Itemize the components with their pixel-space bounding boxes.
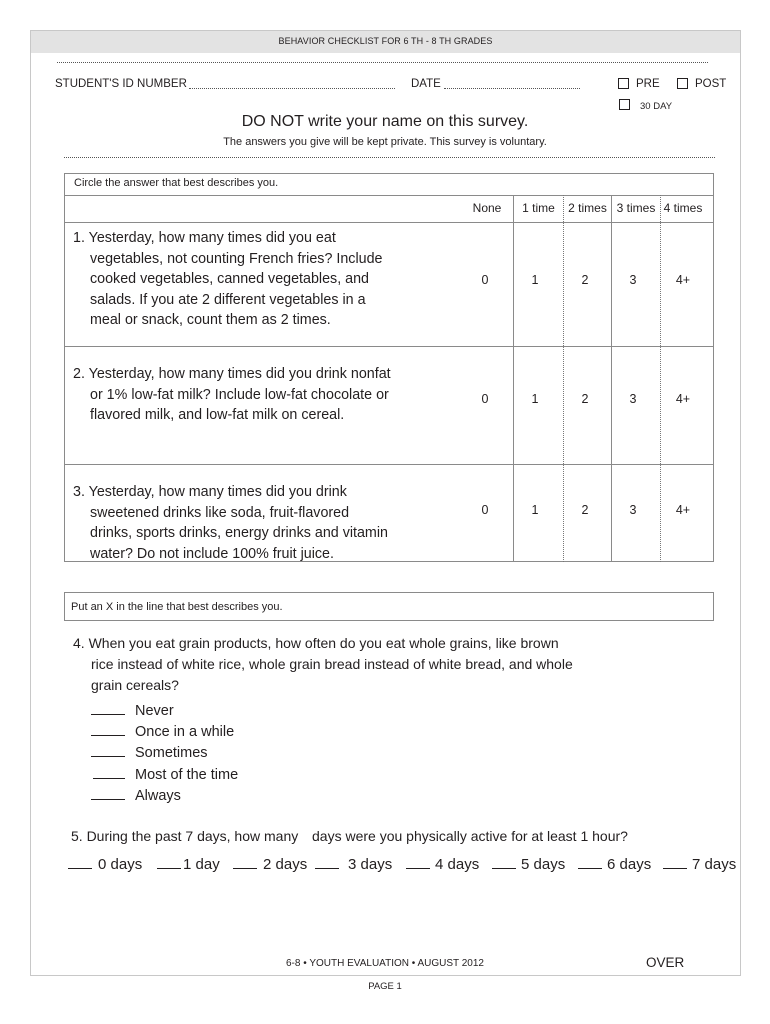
q2-answer-2[interactable]: 2 [581, 392, 589, 406]
answer-blank[interactable] [233, 868, 257, 869]
q5-option-7-days[interactable] [663, 856, 736, 873]
date-field[interactable] [444, 88, 580, 89]
q5-option-2-days[interactable] [233, 856, 307, 873]
question-line: 1. Yesterday, how many times did you eat [73, 230, 336, 246]
question-line: 3. Yesterday, how many times did you drink [73, 484, 347, 500]
answer-blank[interactable] [578, 868, 602, 869]
q2-answer-1[interactable]: 1 [531, 392, 539, 406]
table-rule [64, 222, 714, 223]
answer-blank[interactable] [406, 868, 430, 869]
option-label: 1 day [183, 856, 220, 873]
section2-instruction: Put an X in the line that best describes you. [71, 601, 283, 613]
option-label: 4 days [435, 856, 480, 873]
q5-option-0-days[interactable] [68, 856, 142, 873]
q1-answer-1[interactable]: 1 [531, 273, 539, 287]
option-label: 5 days [521, 856, 566, 873]
page-number: PAGE 1 [368, 981, 402, 992]
question-line: cooked vegetables, canned vegetables, and [90, 271, 369, 288]
question-line: rice instead of white rice, whole grain bread instead of white bread, and whole [91, 656, 573, 672]
column-header-4-times: 4 times [663, 201, 703, 215]
student-id-label: STUDENT'S ID NUMBER [55, 78, 187, 90]
q2-answer-4plus[interactable]: 4+ [675, 392, 691, 406]
table-rule [64, 464, 714, 465]
question-line: or 1% low-fat milk? Include low-fat chocolate or [90, 386, 389, 403]
table-rule [64, 346, 714, 347]
table-rule [64, 195, 714, 196]
table-column-rule [611, 195, 612, 562]
q4-option-sometimes[interactable] [91, 745, 208, 761]
q3-answer-4plus[interactable]: 4+ [675, 503, 691, 517]
option-label: 3 days [348, 856, 393, 873]
table-instruction: Circle the answer that best describes you. [74, 177, 279, 189]
table-column-rule [563, 195, 564, 562]
answer-blank[interactable] [91, 735, 125, 736]
q4-option-always[interactable] [91, 788, 181, 804]
q4-option-most-of-the-time[interactable] [93, 767, 238, 783]
pre-checkbox[interactable] [618, 78, 629, 89]
answer-blank[interactable] [93, 778, 125, 779]
post-label: POST [695, 78, 727, 90]
q5-option-1-day[interactable] [157, 856, 220, 873]
answer-blank[interactable] [91, 799, 125, 800]
q2-answer-0[interactable]: 0 [481, 392, 489, 406]
answer-blank[interactable] [68, 868, 92, 869]
page-title: BEHAVIOR CHECKLIST FOR 6 TH - 8 TH GRADES [278, 36, 493, 46]
option-label: Always [135, 788, 181, 804]
q4-option-never[interactable] [91, 703, 174, 719]
thirty-day-checkbox[interactable] [619, 99, 630, 110]
q5-option-6-days[interactable] [578, 856, 651, 873]
q5-option-4-days[interactable] [406, 856, 479, 873]
answer-blank[interactable] [315, 868, 339, 869]
question-line: grain cereals? [91, 677, 179, 693]
question-2-text [73, 364, 391, 426]
footer-program: 6-8 • YOUTH EVALUATION • AUGUST 2012 [286, 958, 484, 969]
q4-option-once-in-a-while[interactable] [91, 724, 234, 740]
question-3-text [73, 482, 388, 564]
privacy-heading: DO NOT write your name on this survey. [241, 113, 529, 130]
question-line: salads. If you ate 2 different vegetables in a [90, 291, 366, 308]
question-line: sweetened drinks like soda, fruit-flavored [90, 504, 350, 521]
answer-blank[interactable] [492, 868, 516, 869]
q3-answer-3[interactable]: 3 [629, 503, 637, 517]
column-header-1-time: 1 time [522, 201, 555, 215]
divider [57, 62, 708, 63]
question-line: drinks, sports drinks, energy drinks and vitamin [90, 525, 388, 542]
option-label: Never [135, 703, 174, 719]
column-header-2-times: 2 times [568, 201, 607, 215]
table-column-rule [513, 195, 514, 562]
option-label: 0 days [98, 856, 143, 873]
option-label: 6 days [607, 856, 652, 873]
answer-blank[interactable] [663, 868, 687, 869]
question-line: meal or snack, count them as 2 times. [90, 312, 331, 329]
q1-answer-4plus[interactable]: 4+ [675, 273, 691, 287]
q1-answer-3[interactable]: 3 [629, 273, 637, 287]
q3-answer-1[interactable]: 1 [531, 503, 539, 517]
q5-option-5-days[interactable] [492, 856, 565, 873]
question-line: water? Do not include 100% fruit juice. [90, 545, 334, 562]
over-label: OVER [646, 955, 685, 970]
option-label: 7 days [692, 856, 737, 873]
question-4-text [73, 633, 573, 696]
q3-answer-0[interactable]: 0 [481, 503, 489, 517]
date-label: DATE [411, 78, 441, 90]
question-line: flavored milk, and low-fat milk on cereal. [90, 407, 345, 424]
question-5-text-part1: 5. During the past 7 days, how many [71, 828, 299, 844]
question-line: 2. Yesterday, how many times did you drink nonfat [73, 366, 391, 382]
option-label: Once in a while [135, 724, 235, 740]
divider [64, 157, 715, 158]
question-line: 4. When you eat grain products, how often do you eat whole grains, like brown [73, 635, 559, 651]
column-header-3-times: 3 times [616, 201, 656, 215]
q1-answer-0[interactable]: 0 [481, 273, 489, 287]
table-column-rule [660, 195, 661, 562]
q1-answer-2[interactable]: 2 [581, 273, 589, 287]
option-label: 2 days [263, 856, 308, 873]
thirty-day-label: 30 DAY [640, 101, 673, 112]
answer-blank[interactable] [157, 868, 181, 869]
option-label: Sometimes [135, 745, 208, 761]
column-header-none: None [472, 201, 502, 215]
pre-label: PRE [636, 78, 660, 90]
q3-answer-2[interactable]: 2 [581, 503, 589, 517]
question-line: vegetables, not counting French fries? Include [90, 250, 383, 267]
answer-blank[interactable] [91, 714, 125, 715]
student-id-field[interactable] [189, 88, 395, 89]
answer-blank[interactable] [91, 756, 125, 757]
question-1-text [73, 228, 382, 331]
option-label: Most of the time [135, 767, 239, 783]
privacy-subheading: The answers you give will be kept private. This survey is voluntary. [223, 136, 547, 148]
post-checkbox[interactable] [677, 78, 688, 89]
q2-answer-3[interactable]: 3 [629, 392, 637, 406]
q5-option-3-days[interactable] [315, 856, 392, 873]
question-5-text-part2: days were you physically active for at least 1 hour? [312, 828, 628, 844]
